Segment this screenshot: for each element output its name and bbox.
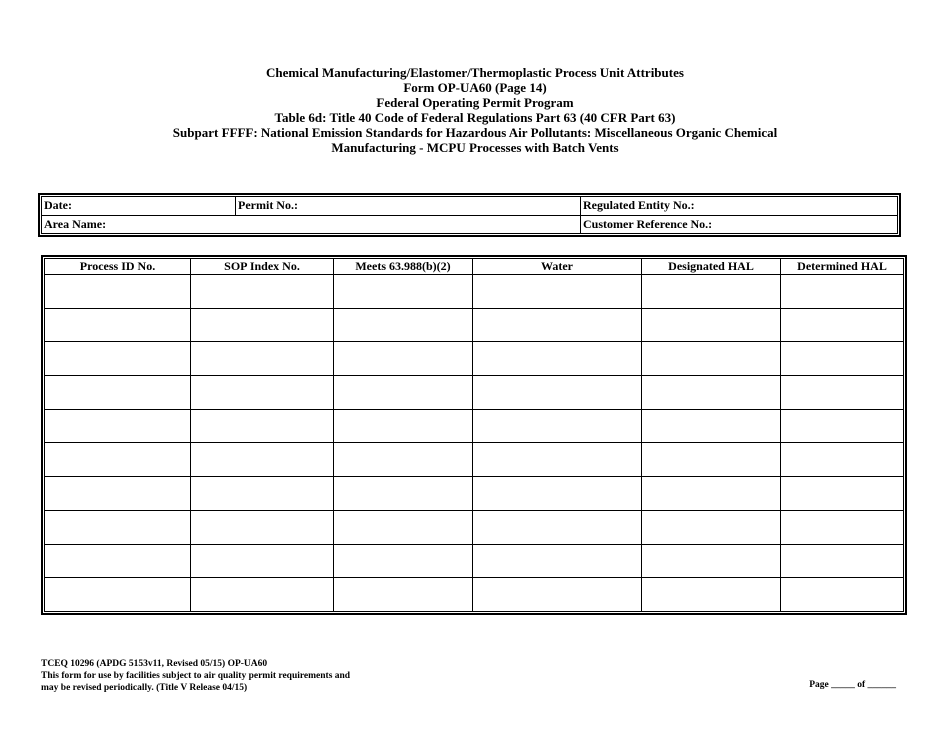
table-cell[interactable] <box>642 275 781 309</box>
table-cell[interactable] <box>642 544 781 578</box>
column-header: Water <box>473 259 642 275</box>
table-cell[interactable] <box>473 308 642 342</box>
table-cell[interactable] <box>45 477 191 511</box>
table-cell[interactable] <box>45 409 191 443</box>
program-name: Federal Operating Permit Program <box>376 95 574 110</box>
table-cell[interactable] <box>191 510 334 544</box>
table-cell[interactable] <box>334 275 473 309</box>
footer-form-id: TCEQ 10296 (APDG 5153v11, Revised 05/15) OP-UA60 <box>41 659 268 669</box>
table-cell[interactable] <box>191 477 334 511</box>
footer-note-line1: This form for use by facilities subject to air quality permit requirements and <box>41 671 351 681</box>
table-cell[interactable] <box>334 510 473 544</box>
table-row <box>45 443 904 477</box>
table-cell[interactable] <box>781 443 904 477</box>
table-cell[interactable] <box>781 510 904 544</box>
form-title-block <box>0 65 950 155</box>
table-cell[interactable] <box>781 578 904 612</box>
table-cell[interactable] <box>473 578 642 612</box>
table-cell[interactable] <box>642 409 781 443</box>
table-cell[interactable] <box>45 376 191 410</box>
table-row <box>45 308 904 342</box>
table-cell[interactable] <box>334 308 473 342</box>
table-cell[interactable] <box>334 376 473 410</box>
table-cell[interactable] <box>334 342 473 376</box>
table-title: Table 6d: Title 40 Code of Federal Regulations Part 63 (40 CFR Part 63) <box>274 110 676 125</box>
table-cell[interactable] <box>334 544 473 578</box>
table-cell[interactable] <box>781 477 904 511</box>
area-name-field[interactable]: Area Name: <box>42 215 581 234</box>
table-cell[interactable] <box>191 275 334 309</box>
column-header: Designated HAL <box>642 259 781 275</box>
table-cell[interactable] <box>642 308 781 342</box>
table-cell[interactable] <box>191 544 334 578</box>
table-row <box>45 376 904 410</box>
table-cell[interactable] <box>334 443 473 477</box>
table-cell[interactable] <box>191 578 334 612</box>
table-cell[interactable] <box>642 443 781 477</box>
table-cell[interactable] <box>45 578 191 612</box>
regulated-entity-field[interactable]: Regulated Entity No.: <box>581 197 898 216</box>
table-cell[interactable] <box>45 443 191 477</box>
form-number: Form OP-UA60 (Page 14) <box>403 80 547 95</box>
table-cell[interactable] <box>473 275 642 309</box>
table-row <box>45 275 904 309</box>
form-footer <box>41 658 350 694</box>
table-cell[interactable] <box>334 409 473 443</box>
subpart-title-line1: Subpart FFFF: National Emission Standards for Hazardous Air Pollutants: Miscellaneous Organic Chemical <box>172 125 778 140</box>
table-cell[interactable] <box>781 342 904 376</box>
table-cell[interactable] <box>781 376 904 410</box>
table-cell[interactable] <box>191 342 334 376</box>
table-cell[interactable] <box>473 477 642 511</box>
table-cell[interactable] <box>781 275 904 309</box>
table-row <box>45 578 904 612</box>
table-row <box>45 544 904 578</box>
table-cell[interactable] <box>45 342 191 376</box>
table-cell[interactable] <box>473 409 642 443</box>
table-cell[interactable] <box>473 376 642 410</box>
table-cell[interactable] <box>191 443 334 477</box>
table-cell[interactable] <box>45 275 191 309</box>
table-header-row <box>45 259 904 275</box>
table-cell[interactable] <box>191 409 334 443</box>
table-cell[interactable] <box>334 477 473 511</box>
table-cell[interactable] <box>642 376 781 410</box>
table-cell[interactable] <box>473 342 642 376</box>
column-header: Meets 63.988(b)(2) <box>334 259 473 275</box>
table-cell[interactable] <box>473 510 642 544</box>
column-header: Determined HAL <box>781 259 904 275</box>
table-row <box>45 477 904 511</box>
date-field[interactable]: Date: <box>42 197 236 216</box>
permit-info-box <box>38 193 901 237</box>
footer-note-line2: may be revised periodically. (Title V Release 04/15) <box>41 683 248 693</box>
table-cell[interactable] <box>45 510 191 544</box>
table-cell[interactable] <box>45 544 191 578</box>
column-header: Process ID No. <box>45 259 191 275</box>
table-cell[interactable] <box>781 409 904 443</box>
subpart-title-line2: Manufacturing - MCPU Processes with Batch Vents <box>331 140 619 155</box>
permit-number-field[interactable]: Permit No.: <box>236 197 581 216</box>
table-cell[interactable] <box>642 578 781 612</box>
column-header: SOP Index No. <box>191 259 334 275</box>
table-cell[interactable] <box>191 308 334 342</box>
table-cell[interactable] <box>781 308 904 342</box>
page-number[interactable]: Page _____ of ______ <box>809 680 896 690</box>
table-cell[interactable] <box>642 510 781 544</box>
table-row <box>45 409 904 443</box>
table-cell[interactable] <box>642 477 781 511</box>
table-cell[interactable] <box>473 443 642 477</box>
table-cell[interactable] <box>473 544 642 578</box>
table-cell[interactable] <box>781 544 904 578</box>
table-row <box>45 510 904 544</box>
table-cell[interactable] <box>642 342 781 376</box>
table-cell[interactable] <box>334 578 473 612</box>
table-row <box>45 342 904 376</box>
batch-vent-table <box>41 255 907 615</box>
table-cell[interactable] <box>191 376 334 410</box>
customer-reference-field[interactable]: Customer Reference No.: <box>581 215 898 234</box>
form-title: Chemical Manufacturing/Elastomer/Thermoplastic Process Unit Attributes <box>266 65 684 80</box>
table-cell[interactable] <box>45 308 191 342</box>
